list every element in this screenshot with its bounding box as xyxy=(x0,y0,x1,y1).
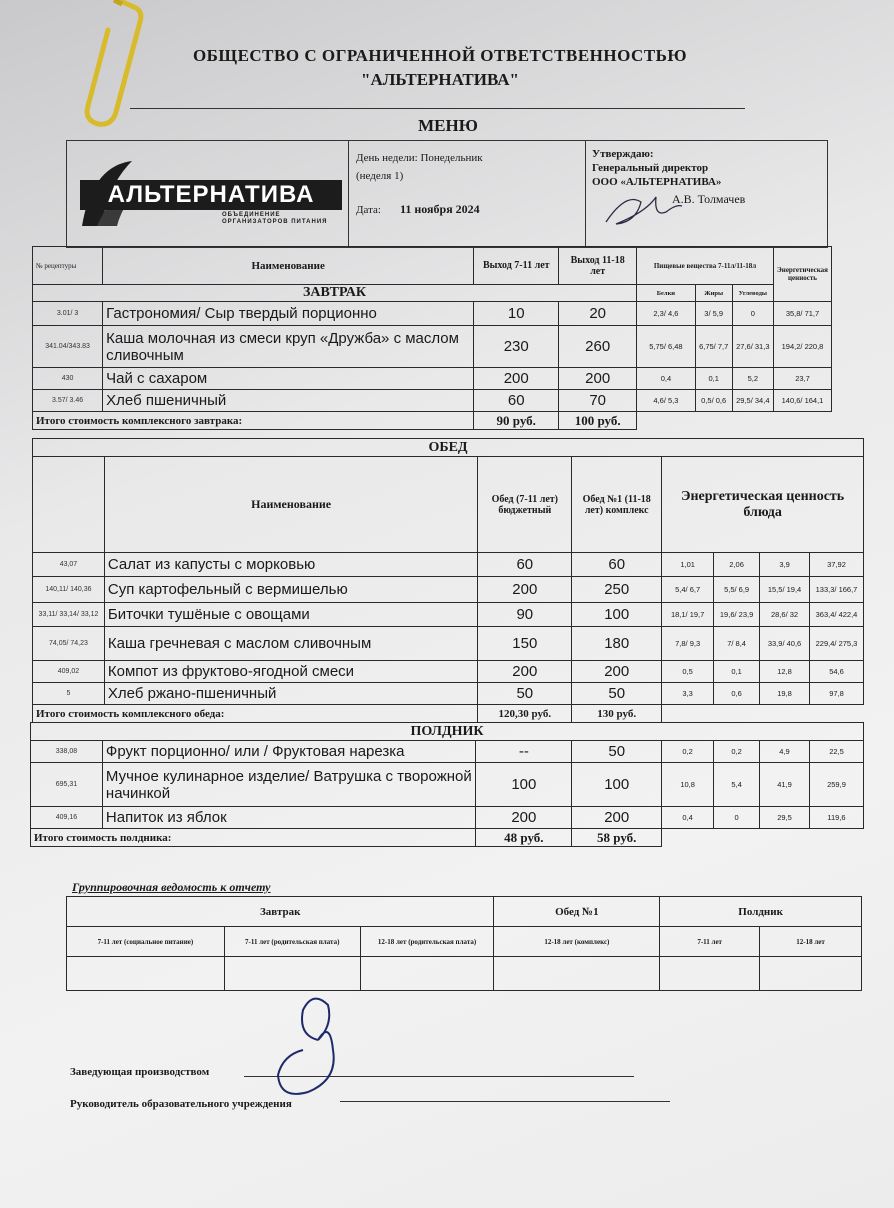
dish-name: Компот из фруктово-ягодной смеси xyxy=(104,661,477,683)
total-label: Итого стоимость полдника: xyxy=(31,829,476,847)
table-row xyxy=(67,957,862,991)
protein: 5,4/ 6,7 xyxy=(662,577,714,603)
output-11-18: 180 xyxy=(572,627,662,661)
output-7-11: 200 xyxy=(478,577,572,603)
table-row xyxy=(31,741,864,763)
col-header: Белки xyxy=(637,285,696,302)
table-header-row xyxy=(33,247,832,285)
logo-text: АЛЬТЕРНАТИВА xyxy=(80,180,342,210)
output-11-18: 20 xyxy=(559,302,637,326)
carbs: 19,8 xyxy=(760,683,810,705)
signature-line xyxy=(340,1101,670,1102)
protein: 0,5 xyxy=(662,661,714,683)
col-header: 7-11 лет (социальное питание) xyxy=(67,927,225,957)
recipe-code: 3.57/ 3.46 xyxy=(33,390,103,412)
carbs: 15,5/ 19,4 xyxy=(760,577,810,603)
org-line1: ОБЩЕСТВО С ОГРАНИЧЕННОЙ ОТВЕТСТВЕННОСТЬЮ xyxy=(192,46,688,65)
output-11-18: 260 xyxy=(559,326,637,368)
energy: 363,4/ 422,4 xyxy=(810,603,864,627)
dish-name: Чай с сахаром xyxy=(103,368,474,390)
table-row xyxy=(31,807,864,829)
energy: 97,8 xyxy=(810,683,864,705)
total-price-7-11: 120,30 руб. xyxy=(478,705,572,723)
energy: 140,6/ 164,1 xyxy=(774,390,832,412)
protein: 7,8/ 9,3 xyxy=(662,627,714,661)
output-7-11: 100 xyxy=(476,763,572,807)
recipe-code: 695,31 xyxy=(31,763,103,807)
energy: 37,92 xyxy=(810,553,864,577)
fat: 0,6 xyxy=(714,683,760,705)
dish-name: Мучное кулинарное изделие/ Ватрушка с творожной начинкой xyxy=(102,763,475,807)
col-header: Энергетическая ценность блюда xyxy=(662,457,864,553)
dish-name: Фрукт порционно/ или / Фруктовая нарезка xyxy=(102,741,475,763)
menu-title: МЕНЮ xyxy=(418,116,478,135)
col-header: Обед №1 (11-18 лет) комплекс xyxy=(572,457,662,553)
output-11-18: 200 xyxy=(559,368,637,390)
approve-label: Утверждаю: xyxy=(592,148,654,160)
dish-name: Гастрономия/ Сыр твердый порционно xyxy=(103,302,474,326)
output-7-11: 200 xyxy=(478,661,572,683)
week-label: (неделя 1) xyxy=(356,170,404,182)
protein: 2,3/ 4,6 xyxy=(637,302,696,326)
protein: 0,4 xyxy=(662,807,714,829)
table-row xyxy=(33,603,864,627)
carbs: 41,9 xyxy=(760,763,810,807)
output-11-18: 50 xyxy=(572,683,662,705)
output-11-18: 200 xyxy=(572,807,662,829)
fat: 0 xyxy=(714,807,760,829)
day-label: День недели: Понедельник xyxy=(356,152,483,164)
col-header: Наименование xyxy=(103,247,474,285)
output-11-18: 60 xyxy=(572,553,662,577)
table-header-row xyxy=(67,927,862,957)
carbs: 33,9/ 40,6 xyxy=(760,627,810,661)
carbs: 4,9 xyxy=(760,741,810,763)
energy: 229,4/ 275,3 xyxy=(810,627,864,661)
carbs: 5,2 xyxy=(732,368,773,390)
divider xyxy=(130,108,745,109)
carbs: 12,8 xyxy=(760,661,810,683)
director-label: Руководитель образовательного учреждения xyxy=(70,1098,292,1110)
output-7-11: 230 xyxy=(474,326,559,368)
energy: 23,7 xyxy=(774,368,832,390)
table-header-row xyxy=(31,723,864,741)
divider xyxy=(348,140,349,246)
fat: 0,1 xyxy=(695,368,732,390)
dish-name: Салат из капусты с морковью xyxy=(104,553,477,577)
output-7-11: 50 xyxy=(478,683,572,705)
fat: 7/ 8,4 xyxy=(714,627,760,661)
company-logo xyxy=(72,156,342,236)
output-7-11: 10 xyxy=(474,302,559,326)
energy: 259,9 xyxy=(809,763,863,807)
protein: 3,3 xyxy=(662,683,714,705)
total-label: Итого стоимость комплексного обеда: xyxy=(33,705,478,723)
total-price-11-18: 130 руб. xyxy=(572,705,662,723)
section-title: ЗАВТРАК xyxy=(33,285,637,302)
fat: 0,1 xyxy=(714,661,760,683)
table-row xyxy=(33,368,832,390)
recipe-code: 341.04/343.83 xyxy=(33,326,103,368)
dish-name: Хлеб ржано-пшеничный xyxy=(104,683,477,705)
head-signature-icon xyxy=(258,980,378,1110)
table-row xyxy=(33,627,864,661)
approve-org: ООО «АЛЬТЕРНАТИВА» xyxy=(592,176,722,188)
section-title: ОБЕД xyxy=(33,439,864,457)
approve-name: А.В. Толмачев xyxy=(672,192,746,206)
org-line2: "АЛЬТЕРНАТИВА" xyxy=(361,70,519,89)
output-7-11: 150 xyxy=(478,627,572,661)
fat: 5,4 xyxy=(714,763,760,807)
recipe-code: 33,11/ 33,14/ 33,12 xyxy=(33,603,105,627)
recipe-code: 409,16 xyxy=(31,807,103,829)
dish-name: Хлеб пшеничный xyxy=(103,390,474,412)
carbs: 28,6/ 32 xyxy=(760,603,810,627)
table-header-row xyxy=(33,457,864,553)
table-row xyxy=(33,577,864,603)
output-11-18: 100 xyxy=(572,603,662,627)
director-signature-icon xyxy=(596,182,686,232)
output-7-11: 60 xyxy=(474,390,559,412)
total-row xyxy=(31,829,864,847)
head-of-production-label: Заведующая производством xyxy=(70,1066,210,1078)
report-table xyxy=(66,896,862,991)
protein: 1,01 xyxy=(662,553,714,577)
energy: 54,6 xyxy=(810,661,864,683)
carbs: 0 xyxy=(732,302,773,326)
table-row xyxy=(33,683,864,705)
breakfast-table xyxy=(32,246,832,430)
output-7-11: -- xyxy=(476,741,572,763)
col-header: Обед (7-11 лет) бюджетный xyxy=(478,457,572,553)
dish-name: Суп картофельный с вермишелью xyxy=(104,577,477,603)
total-label: Итого стоимость комплексного завтрака: xyxy=(33,412,474,430)
divider xyxy=(585,140,586,246)
recipe-code: 140,11/ 140,36 xyxy=(33,577,105,603)
total-price-7-11: 48 руб. xyxy=(476,829,572,847)
col-header: 12-18 лет (родительская плата) xyxy=(360,927,494,957)
table-header-row xyxy=(33,285,832,302)
table-row xyxy=(33,390,832,412)
carbs: 27,6/ 31,3 xyxy=(732,326,773,368)
fat: 3/ 5,9 xyxy=(695,302,732,326)
table-header-row xyxy=(67,897,862,927)
fat: 6,75/ 7,7 xyxy=(695,326,732,368)
energy: 22,5 xyxy=(809,741,863,763)
fat: 2,06 xyxy=(714,553,760,577)
report-title: Группировочная ведомость к отчету xyxy=(72,880,271,894)
output-11-18: 70 xyxy=(559,390,637,412)
table-row xyxy=(33,553,864,577)
col-header: 12-18 лет (комплекс) xyxy=(494,927,660,957)
energy: 35,8/ 71,7 xyxy=(774,302,832,326)
recipe-code: 5 xyxy=(33,683,105,705)
col-header: Полдник xyxy=(660,897,862,927)
col-header: Углеводы xyxy=(732,285,773,302)
output-7-11: 60 xyxy=(478,553,572,577)
recipe-code: 3.01/ 3 xyxy=(33,302,103,326)
output-11-18: 250 xyxy=(572,577,662,603)
carbs: 3,9 xyxy=(760,553,810,577)
dish-name: Каша гречневая с маслом сливочным xyxy=(104,627,477,661)
col-header: Наименование xyxy=(104,457,477,553)
dish-name: Каша молочная из смеси круп «Дружба» с маслом сливочным xyxy=(103,326,474,368)
carbs: 29,5 xyxy=(760,807,810,829)
fat: 19,6/ 23,9 xyxy=(714,603,760,627)
protein: 4,6/ 5,3 xyxy=(637,390,696,412)
col-header: Выход 7-11 лет xyxy=(474,247,559,285)
total-price-7-11: 90 руб. xyxy=(474,412,559,430)
recipe-code: 430 xyxy=(33,368,103,390)
snack-table xyxy=(30,722,864,847)
output-11-18: 100 xyxy=(572,763,662,807)
col-header: 7-11 лет xyxy=(660,927,760,957)
energy: 194,2/ 220,8 xyxy=(774,326,832,368)
total-row xyxy=(33,705,864,723)
table-row xyxy=(31,763,864,807)
output-7-11: 90 xyxy=(478,603,572,627)
col-header: Выход 11-18 лет xyxy=(559,247,637,285)
recipe-code: 409,02 xyxy=(33,661,105,683)
col-header: Пищевые вещества 7-11л/11-18л xyxy=(637,247,774,285)
col-header: Завтрак xyxy=(67,897,494,927)
output-7-11: 200 xyxy=(476,807,572,829)
recipe-code: 43,07 xyxy=(33,553,105,577)
table-header-row xyxy=(33,439,864,457)
date-value: 11 ноября 2024 xyxy=(400,202,480,216)
total-price-11-18: 58 руб. xyxy=(572,829,662,847)
fat: 5,5/ 6,9 xyxy=(714,577,760,603)
fat: 0,5/ 0,6 xyxy=(695,390,732,412)
col-header: № рецептуры xyxy=(33,247,103,285)
output-11-18: 200 xyxy=(572,661,662,683)
protein: 0,4 xyxy=(637,368,696,390)
dish-name: Напиток из яблок xyxy=(102,807,475,829)
table-row xyxy=(33,302,832,326)
table-row xyxy=(33,326,832,368)
recipe-code: 74,05/ 74,23 xyxy=(33,627,105,661)
energy: 133,3/ 166,7 xyxy=(810,577,864,603)
output-11-18: 50 xyxy=(572,741,662,763)
protein: 10,8 xyxy=(662,763,714,807)
dish-name: Биточки тушёные с овощами xyxy=(104,603,477,627)
col-header: Жиры xyxy=(695,285,732,302)
date-label: Дата: xyxy=(356,204,381,216)
lunch-table xyxy=(32,438,864,723)
total-price-11-18: 100 руб. xyxy=(559,412,637,430)
section-title: ПОЛДНИК xyxy=(31,723,864,741)
approve-position: Генеральный директор xyxy=(592,162,709,174)
fat: 0,2 xyxy=(714,741,760,763)
col-header: 7-11 лет (родительская плата) xyxy=(224,927,360,957)
logo-subtitle: ОБЪЕДИНЕНИЕ ОРГАНИЗАТОРОВ ПИТАНИЯ xyxy=(222,212,328,225)
protein: 5,75/ 6,48 xyxy=(637,326,696,368)
col-header: Обед №1 xyxy=(494,897,660,927)
protein: 0,2 xyxy=(662,741,714,763)
energy: 119,6 xyxy=(809,807,863,829)
paperclip-icon xyxy=(48,0,148,135)
table-row xyxy=(33,661,864,683)
recipe-code: 338,08 xyxy=(31,741,103,763)
total-row xyxy=(33,412,832,430)
col-header: 12-18 лет xyxy=(760,927,862,957)
carbs: 29,5/ 34,4 xyxy=(732,390,773,412)
output-7-11: 200 xyxy=(474,368,559,390)
col-header: Энергетическая ценность xyxy=(774,247,832,302)
protein: 18,1/ 19,7 xyxy=(662,603,714,627)
